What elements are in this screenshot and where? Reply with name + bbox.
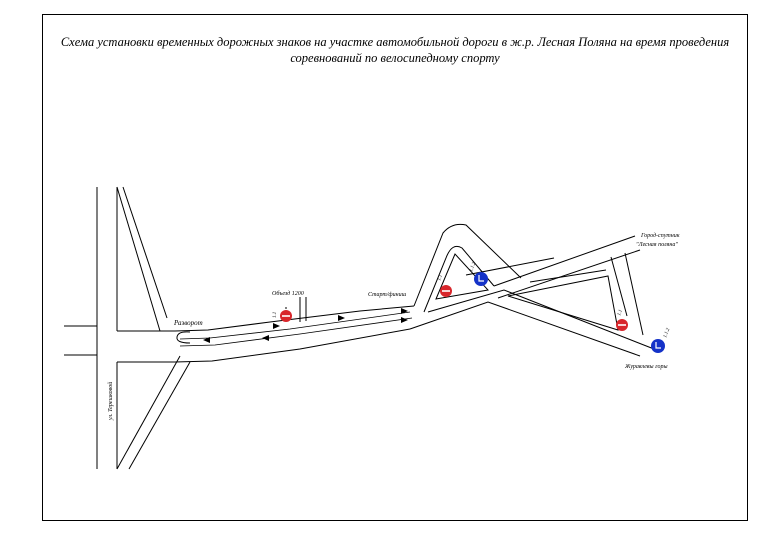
arrow-right-icon [401,317,408,323]
detour-sign-icon [651,339,665,353]
ramp-upper-left [117,187,160,331]
sign-detour-2 [651,327,671,353]
map-title: Схема установки временных дорожных знаков на участке автомобильной дороги в ж.р. Лесная Поляна на время проведения соревнований по велосипедному спорту [60,35,730,65]
sputnik-road-bottom [498,250,640,298]
sign-plate-label: 1.1.2 [663,327,672,339]
object-label: Объезд 1200 [272,291,304,297]
sign-plate-label: 1.1 [437,274,445,282]
street-label: ул. Терешковой [108,381,114,420]
arrow-right-icon [273,323,280,329]
right-island [508,276,618,330]
arrow-left-icon [262,335,269,341]
zhuravlevy-gory-label: Журавлевы горы [625,364,668,370]
sign-no-entry-1 [273,307,292,322]
turnaround-lane-2 [180,318,412,346]
turnaround-arrow [177,332,190,343]
ramp-lower-right [129,362,190,469]
ramp-lower-left [117,356,180,469]
start-finish-label: Старт/финиш [368,292,407,298]
arrow-right-icon [338,315,345,321]
detour-sign-icon [474,272,488,286]
main-road-bottom [117,329,410,362]
sign-plate-label: 1.1 [617,309,625,317]
sputnik-town-label: Город-спутник [641,233,680,239]
sputnik-town-name: "Лесная поляна" [636,242,678,248]
sign-plate-label: 1.1.2 [469,261,478,273]
ramp-upper-right [123,187,167,318]
main-road-top [117,306,414,331]
sputnik-road-top [494,236,635,286]
south-road-left [410,302,640,356]
right-connector-right [625,253,643,335]
sign-plate-label: 1.1 [273,311,278,318]
turnaround-label: Разворот [174,319,203,327]
island-right [530,270,606,282]
